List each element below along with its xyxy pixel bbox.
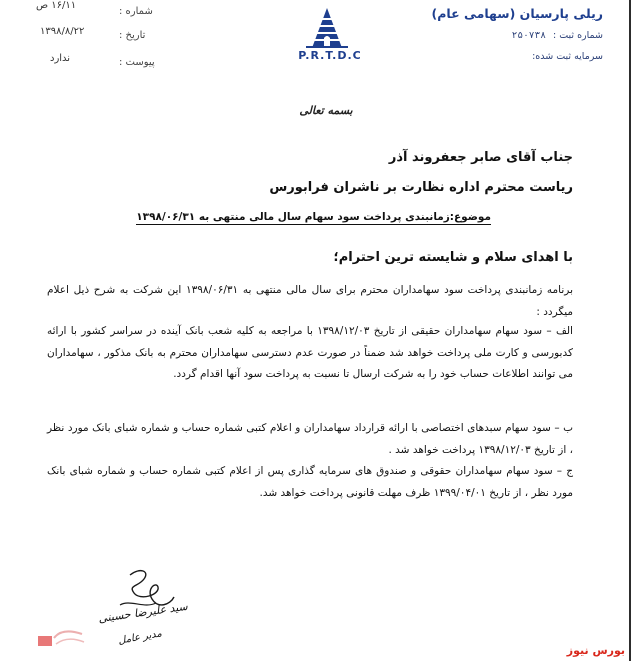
body-paragraph-c: ج – سود سهام سهامداران حقوقی و صندوق های سرمایه گذاری پس از اعلام کتبی شماره حساب و شماره شبای بانک مورد نظر ، از تاریخ ۱۳۹۹/۰۴/۰۱ ظرف مهلت قانونی پرداخت خواهد شد. [47, 465, 573, 499]
signer-name: سید علیرضا حسینی [97, 599, 189, 626]
logo-caption: P.R.T.D.C [298, 49, 362, 62]
subject-line: موضوع:زمانبندی پرداخت سود سهام سال مالی منتهی به ۱۳۹۸/۰۶/۳۱ [136, 211, 491, 223]
registration-label: شماره ثبت : [553, 30, 603, 41]
greeting: با اهدای سلام و شایسته ترین احترام؛ [333, 250, 573, 265]
capital-label: سرمایه ثبت شده: [532, 51, 603, 62]
addressee-name: جناب آقای صابر جعفروند آذر [388, 150, 573, 165]
addressee-title: ریاست محترم اداره نظارت بر ناشران فرابورس [269, 180, 573, 195]
date-label: تاریخ : [119, 30, 146, 41]
body-paragraph-b: ب – سود سهام سبدهای اختصاصی با ارائه قرارداد سهامداران و اعلام کتبی شماره حساب و شماره شبای بانک مورد نظر ، از تاریخ ۱۳۹۸/۱۲/۰۳ پرداخت خواهد شد . [47, 422, 573, 456]
number-label: شماره : [119, 6, 153, 17]
source-badge: بورس نیوز [566, 644, 625, 657]
registration-number: ۲۵۰۷۳۸ [511, 30, 546, 41]
attachment-label: پیوست : [119, 57, 155, 68]
body-paragraph-a: الف – سود سهام سهامداران حقیقی از تاریخ ۱۳۹۸/۱۲/۰۳ با مراجعه به کلیه شعب بانک آینده در سراسر کشور با ارائه کدبورسی و کارت ملی پرداخت خواهد شد ضمناً در صورت عدم دسترسی سهامداران محترم به بانک مذکور ، سهامداران می توانند اطلاعات حساب خود را به شرکت ارسال تا نسبت به پرداخت سود آنها اقدام گردد. [47, 325, 573, 380]
body-intro: برنامه زمانبندی پرداخت سود سهامداران محترم برای سال مالی منتهی به ۱۳۹۸/۰۶/۳۱ این شرکت به شرح ذیل اعلام میگردد : [47, 284, 573, 318]
attachment-value: ندارد [50, 53, 71, 64]
company-name: ریلی پارسیان (سهامی عام) [431, 6, 603, 21]
signer-role: مدیر عامل [117, 628, 163, 647]
watermark-stamp-icon [36, 620, 88, 650]
basmala: بسمه تعالی [299, 104, 353, 117]
date-value: ۱۳۹۸/۸/۲۲ [40, 26, 85, 37]
number-value: ۱۶/۱۱ ص [36, 0, 77, 11]
registration-line [512, 30, 603, 41]
